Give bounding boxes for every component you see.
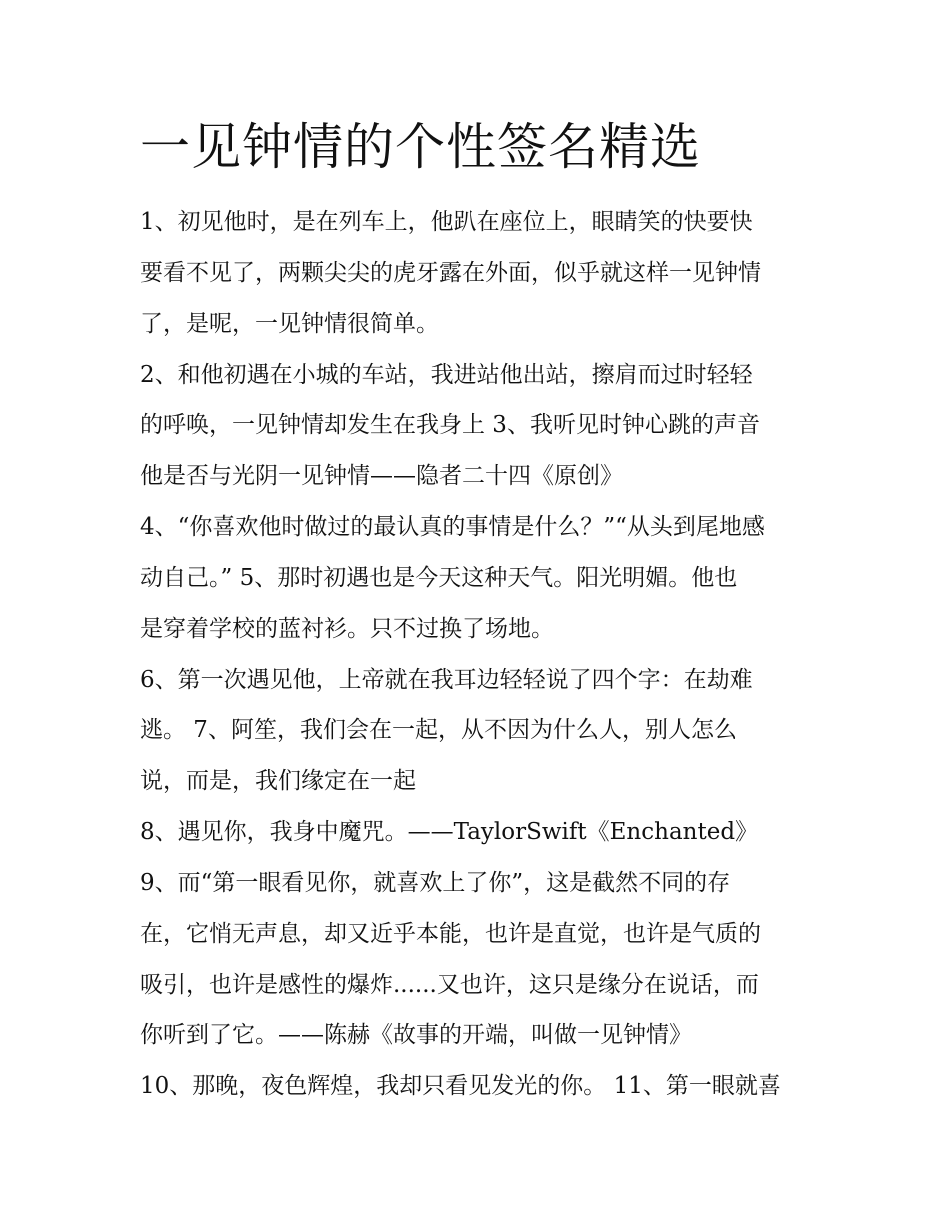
- text-line: 1、初见他时，是在列车上，他趴在座位上，眼睛笑的快要快: [140, 209, 753, 235]
- text-line: 他是否与光阴一见钟情——隐者二十四《原创》: [140, 463, 623, 489]
- text-line: 是穿着学校的蓝衬衫。只不过换了场地。: [140, 616, 554, 642]
- text-line: 要看不见了，两颗尖尖的虎牙露在外面，似乎就这样一见钟情: [140, 260, 761, 286]
- text-line: 了，是呢，一见钟情很简单。: [140, 311, 439, 337]
- text-line: 10、那晚，夜色辉煌，我却只看见发光的你。 11、第一眼就喜: [140, 1073, 781, 1099]
- text-line: 动自己。” 5、那时初遇也是今天这种天气。阳光明媚。他也: [140, 565, 738, 591]
- text-line: 9、而“第一眼看见你，就喜欢上了你”，这是截然不同的存: [140, 870, 731, 896]
- text-line: 4、“你喜欢他时做过的最认真的事情是什么？”“从头到尾地感: [140, 514, 765, 540]
- text-line: 6、第一次遇见他，上帝就在我耳边轻轻说了四个字：在劫难: [140, 667, 753, 693]
- text-line: 吸引，也许是感性的爆炸......又也许，这只是缘分在说话，而: [140, 972, 759, 998]
- document-title: 一见钟情的个性签名精选: [140, 118, 701, 176]
- text-line: 2、和他初遇在小城的车站，我进站他出站，擦肩而过时轻轻: [140, 362, 753, 388]
- text-line: 的呼唤，一见钟情却发生在我身上 3、我听见时钟心跳的声音: [140, 412, 760, 438]
- text-line: 8、遇见你，我身中魔咒。——TaylorSwift《Enchanted》: [140, 819, 759, 845]
- text-line: 在，它悄无声息，却又近乎本能，也许是直觉，也许是气质的: [140, 921, 761, 947]
- text-line: 你听到了它。——陈赫《故事的开端，叫做一见钟情》: [140, 1022, 692, 1048]
- text-line: 逃。 7、阿笙，我们会在一起，从不因为什么人，别人怎么: [140, 717, 737, 743]
- text-line: 说，而是，我们缘定在一起: [140, 768, 416, 794]
